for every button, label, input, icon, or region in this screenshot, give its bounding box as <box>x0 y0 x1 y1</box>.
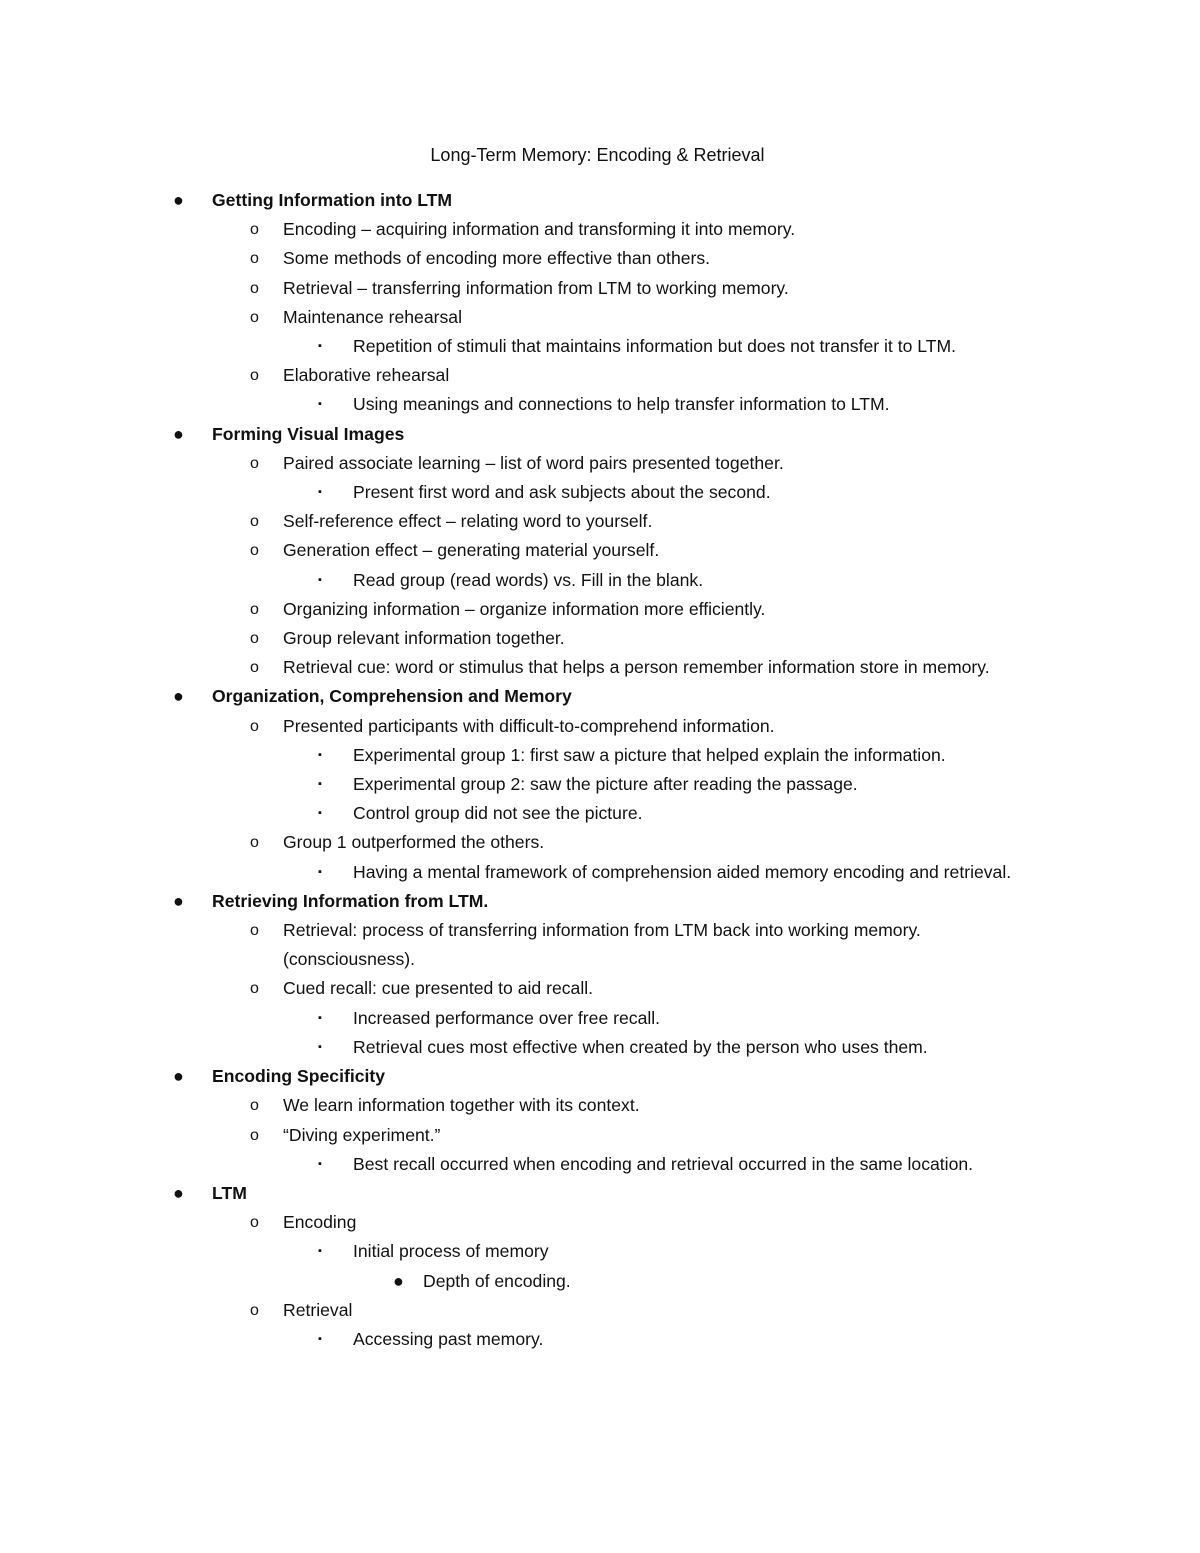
outline-item-text: Self-reference effect – relating word to yourself. <box>283 511 653 532</box>
outline-item <box>0 1296 1200 1325</box>
square-marker-icon: ▪ <box>318 486 322 499</box>
outline-item-text: “Diving experiment.” <box>283 1124 441 1145</box>
section-heading-text: LTM <box>212 1182 247 1203</box>
circle-marker-icon: o <box>250 542 259 560</box>
bullet-marker-icon: ● <box>173 890 184 911</box>
circle-marker-icon: o <box>250 717 259 735</box>
outline-item-text: Generation effect – generating material yourself. <box>283 540 660 561</box>
outline-subitem <box>0 770 1200 799</box>
outline-subitem <box>0 478 1200 507</box>
outline-item <box>0 507 1200 536</box>
section-heading <box>0 1062 1200 1091</box>
outline-subitem-text: Best recall occurred when encoding and retrieval occurred in the same location. <box>353 1153 974 1174</box>
outline-item <box>0 712 1200 741</box>
square-marker-icon: ▪ <box>318 1332 322 1345</box>
outline-item <box>0 653 1200 682</box>
square-marker-icon: ▪ <box>318 1040 322 1053</box>
outline-item-text: Presented participants with difficult-to-comprehend information. <box>283 715 775 736</box>
outline-subitem <box>0 390 1200 419</box>
outline-item <box>0 828 1200 857</box>
outline-item-text: Retrieval – transferring information from LTM to working memory. <box>283 277 789 298</box>
outline-subitem-text: Control group did not see the picture. <box>353 803 643 824</box>
outline-item <box>0 916 1200 974</box>
outline-item-text: Group 1 outperformed the others. <box>283 832 545 853</box>
outline-subitem-text: Accessing past memory. <box>353 1328 544 1349</box>
section-heading <box>0 1179 1200 1208</box>
outline-item <box>0 449 1200 478</box>
outline-item-text: Some methods of encoding more effective than others. <box>283 248 711 269</box>
circle-marker-icon: o <box>250 308 259 326</box>
outline-list <box>0 186 1200 1354</box>
section-heading <box>0 186 1200 215</box>
circle-marker-icon: o <box>250 1301 259 1319</box>
square-marker-icon: ▪ <box>318 778 322 791</box>
square-marker-icon: ▪ <box>318 1157 322 1170</box>
square-marker-icon: ▪ <box>318 748 322 761</box>
bullet-marker-icon: ● <box>173 190 184 210</box>
outline-item <box>0 244 1200 273</box>
section-heading <box>0 887 1200 916</box>
outline-item-text: Paired associate learning – list of word pairs presented together. <box>283 452 784 473</box>
outline-subitem-text: Read group (read words) vs. Fill in the blank. <box>353 569 704 590</box>
outline-item-text: Maintenance rehearsal <box>283 306 462 327</box>
bullet-marker-icon: ● <box>173 423 184 444</box>
outline-item-text: Retrieval cue: word or stimulus that helps a person remember information store in memory. <box>283 657 990 678</box>
outline-item <box>0 1121 1200 1150</box>
circle-marker-icon: o <box>250 454 259 472</box>
section-heading-text: Getting Information into LTM <box>212 190 453 210</box>
outline-subitem <box>0 332 1200 361</box>
outline-subitem <box>0 741 1200 770</box>
outline-subitem <box>0 1237 1200 1266</box>
outline-item-text: Cued recall: cue presented to aid recall. <box>283 978 594 999</box>
circle-marker-icon: o <box>250 279 259 297</box>
outline-subitem-text: Initial process of memory <box>353 1241 549 1262</box>
outline-subitem <box>0 1033 1200 1062</box>
outline-subitem-text: Repetition of stimuli that maintains information but does not transfer it to LTM. <box>353 336 957 357</box>
outline-subitem-text: Experimental group 2: saw the picture after reading the passage. <box>353 774 858 795</box>
outline-item <box>0 1208 1200 1237</box>
circle-marker-icon: o <box>250 922 259 940</box>
outline-item <box>0 303 1200 332</box>
circle-marker-icon: o <box>250 659 259 677</box>
outline-item <box>0 1091 1200 1120</box>
outline-subitem-text: Retrieval cues most effective when created by the person who uses them. <box>353 1036 928 1057</box>
outline-item-text: Encoding – acquiring information and transforming it into memory. <box>283 219 796 240</box>
square-marker-icon: ▪ <box>318 1011 322 1024</box>
square-marker-icon: ▪ <box>318 807 322 820</box>
outline-subitem-text: Experimental group 1: first saw a picture that helped explain the information. <box>353 744 946 765</box>
outline-item-text: We learn information together with its context. <box>283 1095 640 1116</box>
outline-item <box>0 974 1200 1003</box>
outline-item-text: Organizing information – organize information more efficiently. <box>283 598 766 619</box>
outline-item <box>0 361 1200 390</box>
outline-subitem <box>0 1325 1200 1354</box>
outline-item <box>0 274 1200 303</box>
outline-item-text: Encoding <box>283 1212 357 1233</box>
circle-marker-icon: o <box>250 250 259 268</box>
outline-subitem <box>0 799 1200 828</box>
section-heading <box>0 682 1200 711</box>
circle-marker-icon: o <box>250 980 259 998</box>
outline-subitem-text: Increased performance over free recall. <box>353 1007 661 1028</box>
circle-marker-icon: o <box>250 221 259 239</box>
section-heading-text: Retrieving Information from LTM. <box>212 890 489 911</box>
circle-marker-icon: o <box>250 600 259 618</box>
square-marker-icon: ▪ <box>318 573 322 586</box>
circle-marker-icon: o <box>250 630 259 648</box>
section-heading-text: Organization, Comprehension and Memory <box>212 686 572 707</box>
square-marker-icon: ▪ <box>318 1245 322 1258</box>
circle-marker-icon: o <box>250 1214 259 1232</box>
document-title: Long-Term Memory: Encoding & Retrieval <box>430 145 765 165</box>
outline-item <box>0 595 1200 624</box>
outline-subitem-text: Having a mental framework of comprehension aided memory encoding and retrieval. <box>353 861 1012 882</box>
outline-item-text: Group relevant information together. <box>283 628 565 649</box>
square-marker-icon: ▪ <box>318 340 322 353</box>
outline-subitem <box>0 858 1200 887</box>
outline-subsubitem <box>0 1267 1200 1296</box>
outline-subitem <box>0 1150 1200 1179</box>
section-heading <box>0 420 1200 449</box>
outline-subsubitem-text: Depth of encoding. <box>423 1270 571 1291</box>
outline-subitem-text: Using meanings and connections to help transfer information to LTM. <box>353 394 890 415</box>
outline-item-text: Elaborative rehearsal <box>283 365 450 386</box>
circle-marker-icon: o <box>250 367 259 385</box>
outline-item-text: Retrieval <box>283 1299 353 1320</box>
circle-marker-icon: o <box>250 513 259 531</box>
outline-item <box>0 624 1200 653</box>
square-marker-icon: ▪ <box>318 865 322 878</box>
circle-marker-icon: o <box>250 834 259 852</box>
bullet-marker-icon: ● <box>173 1182 184 1203</box>
section-heading-text: Forming Visual Images <box>212 423 405 444</box>
circle-marker-icon: o <box>250 1126 259 1144</box>
section-heading-text: Encoding Specificity <box>212 1066 386 1087</box>
circle-marker-icon: o <box>250 1097 259 1115</box>
outline-item <box>0 536 1200 565</box>
bullet-marker-icon: ● <box>173 686 184 707</box>
bullet-marker-icon: ● <box>173 1066 184 1087</box>
outline-subitem <box>0 1004 1200 1033</box>
outline-subitem <box>0 566 1200 595</box>
square-marker-icon: ▪ <box>318 398 322 411</box>
outline-item <box>0 215 1200 244</box>
outline-item-text: Retrieval: process of transferring information from LTM back into working memory. (consciousness). <box>283 920 921 970</box>
bullet-marker-icon: ● <box>393 1270 404 1291</box>
outline-subitem-text: Present first word and ask subjects about the second. <box>353 482 771 503</box>
